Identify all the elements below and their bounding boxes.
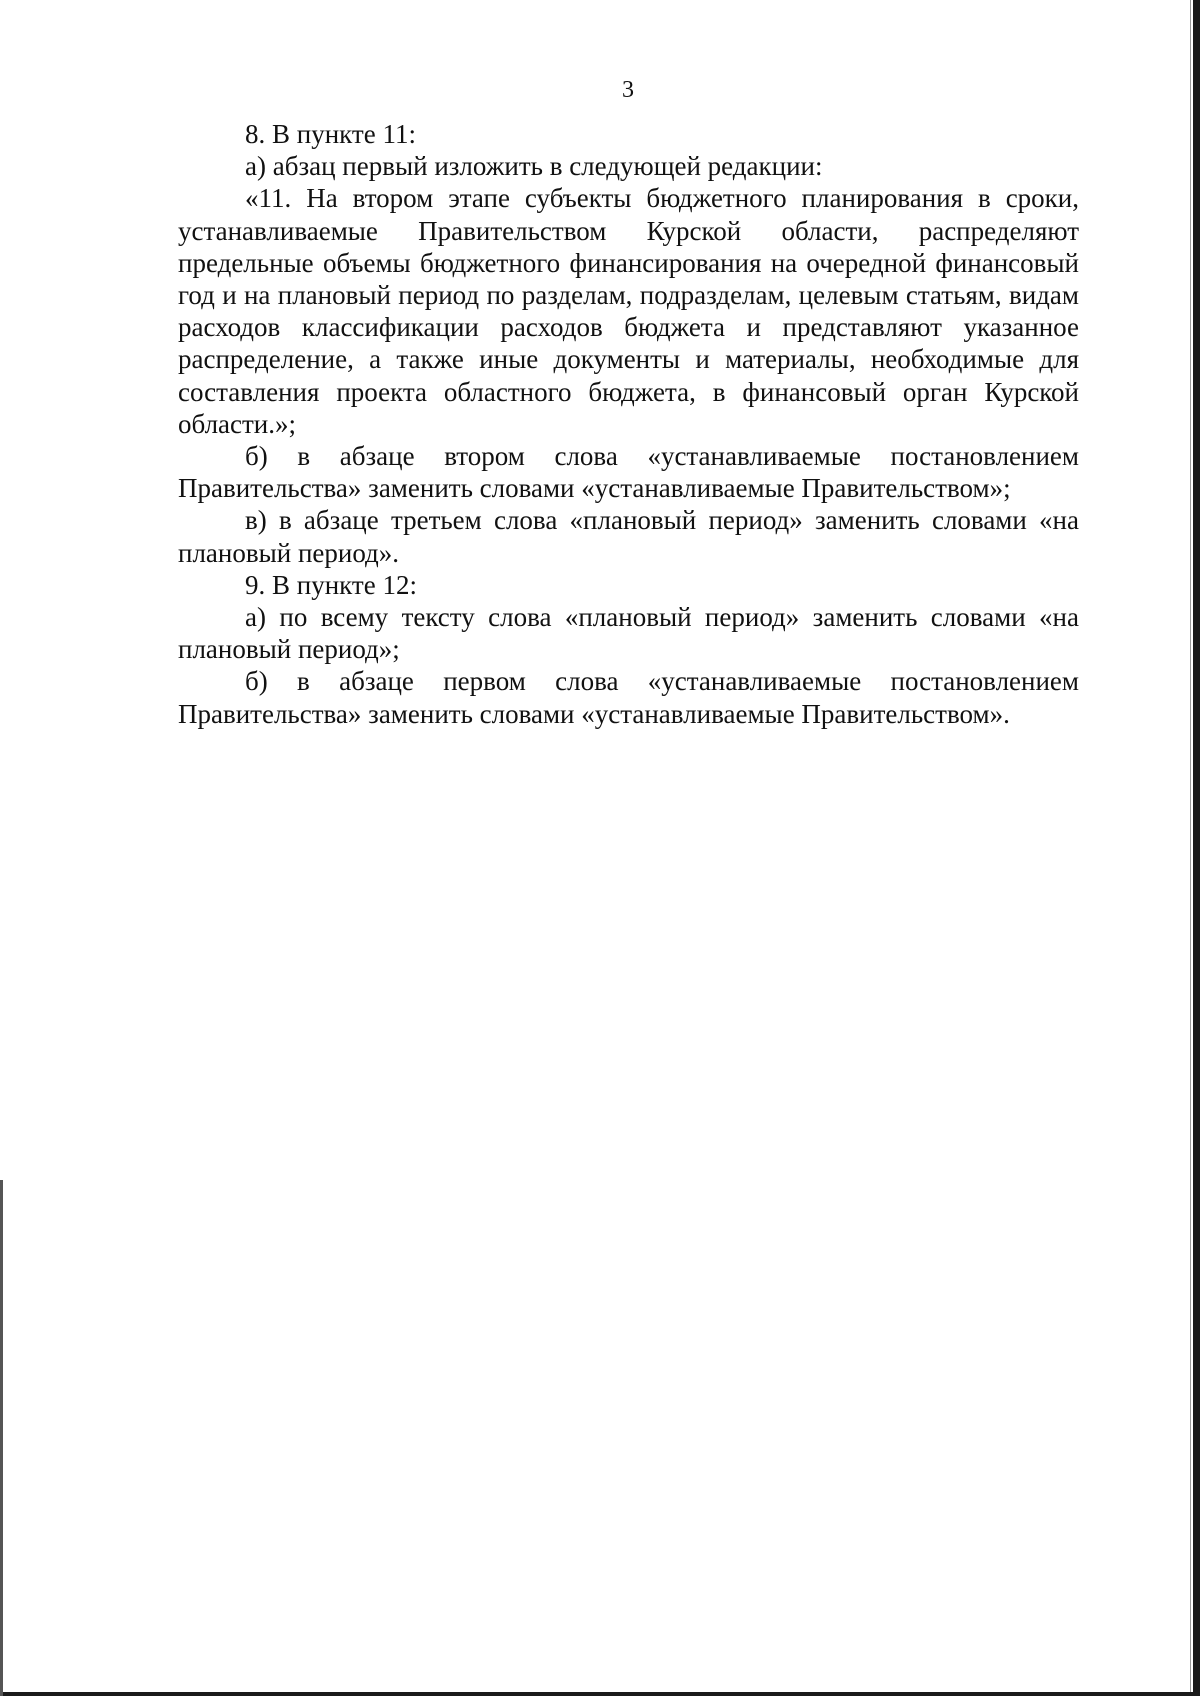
item-8-subitem-b: б) в абзаце втором слова «устанавливаемые постановлением Правительства» заменить словами «устанавливаемые Правительством»; [178, 441, 1079, 504]
document-body [178, 118, 1079, 730]
item-9-subitem-a: а) по всему тексту слова «плановый период» заменить словами «на плановый период»; [178, 602, 1079, 665]
scan-edge-line [1190, 0, 1191, 1696]
page-number: 3 [622, 77, 634, 103]
scan-edge-right [1193, 0, 1200, 1696]
item-8-subitem-v: в) в абзаце третьем слова «плановый период» заменить словами «на плановый период». [178, 505, 1079, 568]
item-8-subitem-a: а) абзац первый изложить в следующей редакции: [245, 151, 823, 182]
scan-edge-bottom [0, 1692, 1200, 1696]
scan-edge-left [0, 1180, 3, 1696]
item-9-subitem-b: б) в абзаце первом слова «устанавливаемые постановлением Правительства» заменить словами «устанавливаемые Правительством». [178, 666, 1079, 729]
item-8-heading: 8. В пункте 11: [245, 119, 416, 149]
item-8-new-paragraph-11: «11. На втором этапе субъекты бюджетного планирования в сроки, устанавливаемые Правительством Курской области, распределяют предельные объемы бюджетного финансирования на очередной финансовый год и на плановый период по разделам, подразделам, целевым статьям, видам расходов классификации расходов бюджета и представляют указанное распределение, а также иные документы и материалы, необходимые для составления проекта областного бюджета, в финансовый орган Курской области.»; [178, 183, 1079, 439]
item-9-heading: 9. В пункте 12: [245, 569, 417, 600]
